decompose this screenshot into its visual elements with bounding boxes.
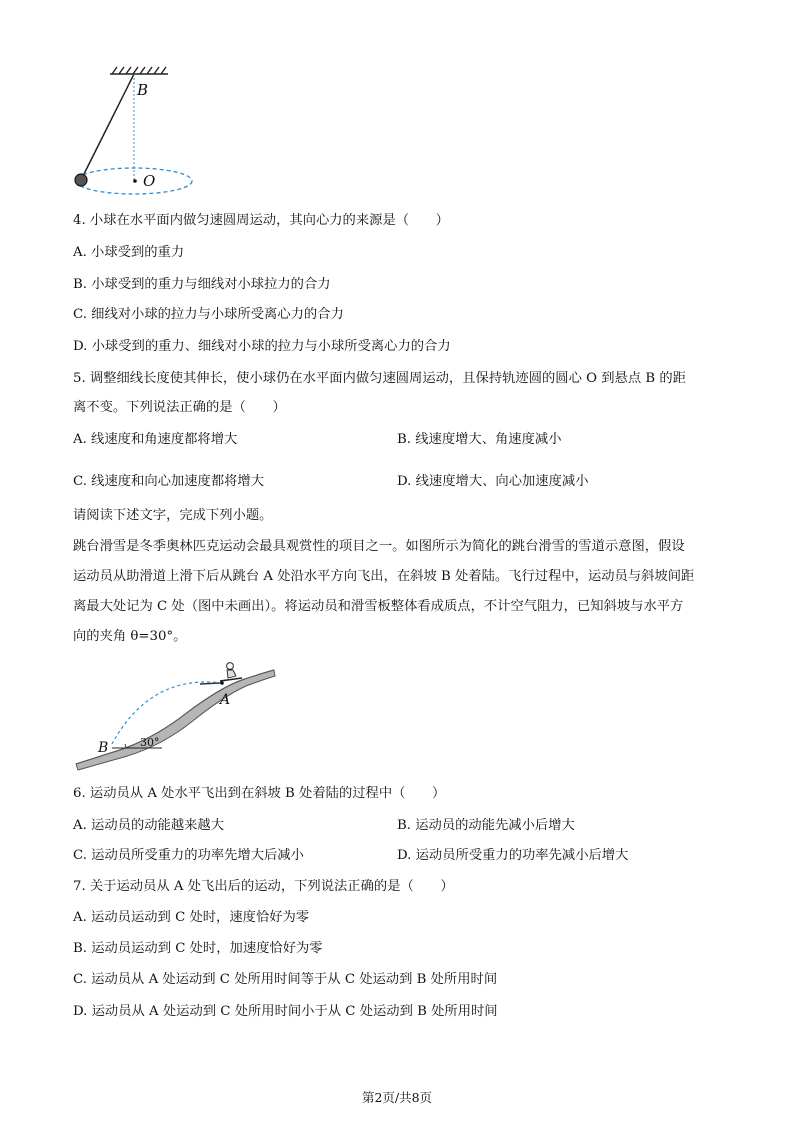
q6-option-d[interactable]: D. 运动员所受重力的功率先减小后增大 (397, 848, 629, 863)
q5-stem-line1: 5. 调整细线长度使其伸长，使小球仍在水平面内做匀速圆周运动，且保持轨迹圆的圆心 O 到悬点 B 的距 (73, 371, 686, 386)
passage-line-3: 离最大处记为 C 处（图中未画出）。将运动员和滑雪板整体看成质点，不计空气阻力，已知斜坡与水平方 (73, 599, 684, 614)
q7-option-c[interactable]: C. 运动员从 A 处运动到 C 处所用时间等于从 C 处运动到 B 处所用时间 (73, 972, 498, 987)
q5-option-a[interactable]: A. 线速度和角速度都将增大 (73, 432, 238, 447)
q7-stem: 7. 关于运动员从 A 处飞出后的运动，下列说法正确的是（ ） (73, 879, 454, 894)
q5-option-b[interactable]: B. 线速度增大、角速度减小 (397, 432, 562, 447)
passage-line-4: 向的夹角 θ=30°。 (73, 629, 187, 644)
q6-stem: 6. 运动员从 A 处水平飞出到在斜坡 B 处着陆的过程中（ ） (73, 786, 446, 801)
q7-option-a[interactable]: A. 运动员运动到 C 处时，速度恰好为零 (73, 910, 310, 925)
center-point (133, 179, 137, 183)
label-b-slope: B (98, 740, 109, 756)
takeoff-ramp (200, 683, 220, 684)
q4-option-b[interactable]: B. 小球受到的重力与细线对小球拉力的合力 (73, 277, 331, 292)
q6-option-b[interactable]: B. 运动员的动能先减小后增大 (397, 818, 575, 833)
ski-jump-figure (70, 656, 285, 774)
q6-option-a[interactable]: A. 运动员的动能越来越大 (73, 818, 225, 833)
q4-option-c[interactable]: C. 细线对小球的拉力与小球所受离心力的合力 (73, 307, 344, 322)
conical-pendulum-figure (70, 66, 200, 196)
label-a: A (220, 692, 231, 708)
q4-option-d[interactable]: D. 小球受到的重力、细线对小球的拉力与小球所受离心力的合力 (73, 339, 451, 354)
ceiling-hatch (110, 67, 168, 74)
passage-line-1: 跳台滑雪是冬季奥林匹克运动会最具观赏性的项目之一。如图所示为简化的跳台滑雪的雪道示意图，假设 (73, 539, 685, 554)
q7-option-d[interactable]: D. 运动员从 A 处运动到 C 处所用时间小于从 C 处运动到 B 处所用时间 (73, 1004, 498, 1019)
q4-option-a[interactable]: A. 小球受到的重力 (73, 245, 185, 260)
angle-label: 30° (140, 736, 160, 749)
q5-option-d[interactable]: D. 线速度增大、向心加速度减小 (397, 474, 589, 489)
q6-option-c[interactable]: C. 运动员所受重力的功率先增大后减小 (73, 848, 304, 863)
passage-line-2: 运动员从助滑道上滑下后从跳台 A 处沿水平方向飞出，在斜坡 B 处着陆。飞行过程中，运动员与斜坡间距 (73, 569, 695, 584)
label-b: B (137, 81, 149, 99)
q5-stem-line2: 离不变。下列说法正确的是（ ） (73, 400, 286, 415)
skier-icon (220, 663, 242, 681)
angle-arc (125, 744, 126, 748)
q7-option-b[interactable]: B. 运动员运动到 C 处时，加速度恰好为零 (73, 941, 323, 956)
string-line (81, 74, 134, 180)
q4-stem: 4. 小球在水平面内做匀速圆周运动，其向心力的来源是（ ） (73, 213, 449, 228)
point-a-dot (220, 681, 224, 685)
ball (75, 174, 87, 186)
q5-option-c[interactable]: C. 线速度和向心加速度都将增大 (73, 474, 265, 489)
passage-intro: 请阅读下述文字，完成下列小题。 (73, 508, 273, 523)
page-footer: 第2页/共8页 (361, 1090, 433, 1105)
label-o: O (143, 172, 156, 190)
